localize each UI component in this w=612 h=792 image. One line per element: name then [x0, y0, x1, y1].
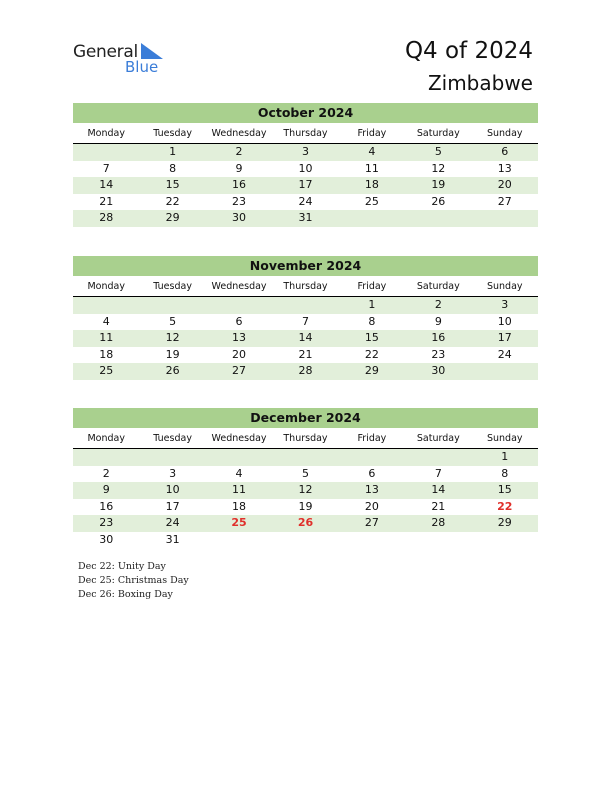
week-row — [73, 363, 538, 380]
date-cell: 27 — [364, 516, 379, 529]
holiday-note: Dec 26: Boxing Day — [78, 589, 173, 600]
date-cell: 26 — [431, 194, 446, 208]
date-cell: 11 — [232, 483, 247, 496]
weekday-label: Sunday — [486, 281, 523, 292]
holiday-date-cell: 22 — [497, 499, 513, 513]
date-cell: 24 — [165, 516, 180, 529]
date-cell: 22 — [364, 347, 379, 361]
weekday-label: Thursday — [283, 128, 328, 139]
weekday-label: Monday — [87, 433, 125, 444]
date-cell: 12 — [431, 161, 446, 175]
date-cell: 11 — [99, 331, 114, 344]
date-cell: 18 — [232, 499, 247, 513]
week-row — [73, 466, 538, 483]
date-cell: 9 — [434, 314, 442, 328]
date-cell: 5 — [301, 466, 309, 480]
holiday-notes — [78, 560, 189, 602]
date-cell: 2 — [235, 145, 243, 158]
date-cell: 30 — [99, 532, 114, 546]
date-cell: 12 — [298, 483, 313, 496]
date-cell: 25 — [99, 364, 114, 377]
week-row — [73, 347, 538, 364]
month-calendar-october — [73, 103, 538, 227]
country-name: Zimbabwe — [427, 71, 533, 95]
holiday-date-cell: 25 — [231, 516, 247, 529]
date-cell: 29 — [165, 211, 180, 224]
week-row — [73, 515, 538, 532]
month-calendar-november — [73, 256, 538, 380]
date-cell: 17 — [298, 178, 313, 191]
date-cell: 9 — [102, 483, 110, 496]
date-cell: 3 — [301, 145, 309, 158]
weekday-label: Friday — [357, 281, 387, 292]
date-cell: 19 — [431, 178, 446, 191]
date-cell: 21 — [298, 347, 313, 361]
empty-date-cell — [272, 449, 338, 466]
weekday-label: Monday — [87, 281, 125, 292]
weekday-label: Tuesday — [153, 433, 192, 444]
date-cell: 19 — [165, 347, 180, 361]
date-cell: 7 — [434, 466, 442, 480]
date-cell: 19 — [298, 499, 313, 513]
weekday-label: Tuesday — [153, 128, 192, 139]
date-cell: 16 — [431, 331, 446, 344]
month-calendar-december — [73, 408, 538, 548]
date-cell: 5 — [169, 314, 177, 328]
date-cell: 7 — [301, 314, 309, 328]
empty-date-cell — [339, 532, 405, 549]
date-cell: 4 — [102, 314, 110, 328]
week-row — [73, 210, 538, 227]
date-cell: 30 — [431, 364, 446, 377]
logo-blue-text: Blue — [125, 58, 159, 76]
date-cell: 6 — [235, 314, 243, 328]
date-cell: 14 — [99, 178, 114, 191]
date-cell: 2 — [434, 298, 442, 311]
date-cell: 10 — [497, 314, 512, 328]
holiday-note: Dec 25: Christmas Day — [78, 575, 189, 586]
date-cell: 13 — [364, 483, 379, 496]
date-cell: 9 — [235, 161, 243, 175]
weekday-header — [73, 276, 538, 297]
date-cell: 23 — [232, 194, 247, 208]
holiday-date-cell: 26 — [297, 516, 314, 529]
date-cell: 12 — [165, 331, 180, 344]
date-cell: 29 — [497, 516, 512, 529]
week-row — [73, 314, 538, 331]
date-cell: 11 — [364, 161, 379, 175]
date-cell: 15 — [165, 178, 180, 191]
date-cell: 27 — [497, 194, 512, 208]
weekday-label: Wednesday — [211, 128, 267, 139]
week-row — [73, 177, 538, 194]
week-row — [73, 330, 538, 347]
holiday-note: Dec 22: Unity Day — [78, 561, 166, 572]
weekday-label: Monday — [87, 128, 125, 139]
date-cell: 31 — [298, 211, 313, 224]
weekday-label: Friday — [357, 128, 387, 139]
date-cell: 18 — [364, 178, 379, 191]
date-cell: 31 — [165, 532, 180, 546]
date-cell: 1 — [169, 145, 177, 158]
date-cell: 28 — [99, 211, 114, 224]
logo-triangle-icon — [141, 43, 163, 59]
weekday-header — [73, 123, 538, 144]
week-row — [73, 499, 538, 516]
date-cell: 18 — [99, 347, 114, 361]
date-cell: 10 — [165, 483, 180, 496]
empty-date-cell — [405, 210, 471, 227]
date-cell: 7 — [102, 161, 110, 175]
empty-date-cell — [139, 297, 205, 314]
page-title: Q4 of 2024 — [404, 38, 533, 64]
weekday-header — [73, 428, 538, 449]
date-cell: 16 — [99, 499, 114, 513]
week-row — [73, 161, 538, 178]
empty-date-cell — [206, 449, 272, 466]
date-cell: 1 — [501, 450, 509, 463]
weekday-label: Saturday — [416, 128, 460, 139]
date-cell: 23 — [431, 347, 446, 361]
date-cell: 23 — [99, 516, 114, 529]
weekday-label: Wednesday — [211, 281, 267, 292]
week-row — [73, 532, 538, 549]
date-cell: 2 — [102, 466, 110, 480]
weekday-label: Tuesday — [153, 281, 192, 292]
date-cell: 27 — [232, 364, 247, 377]
weekday-label: Saturday — [416, 433, 460, 444]
month-title: October 2024 — [73, 103, 538, 123]
date-cell: 17 — [497, 331, 512, 344]
month-title: December 2024 — [73, 408, 538, 428]
date-cell: 3 — [501, 298, 509, 311]
date-cell: 16 — [232, 178, 247, 191]
weekday-label: Friday — [357, 433, 387, 444]
date-cell: 24 — [497, 347, 512, 361]
date-cell: 15 — [497, 483, 512, 496]
date-cell: 20 — [232, 347, 247, 361]
date-cell: 8 — [501, 466, 509, 480]
week-row — [73, 144, 538, 161]
weekday-label: Sunday — [486, 433, 523, 444]
date-cell: 20 — [497, 178, 512, 191]
date-cell: 24 — [298, 194, 313, 208]
empty-date-cell — [139, 449, 205, 466]
empty-date-cell — [73, 144, 139, 161]
date-cell: 29 — [364, 364, 379, 377]
date-cell: 3 — [169, 466, 177, 480]
date-cell: 25 — [364, 194, 379, 208]
date-cell: 20 — [364, 499, 379, 513]
date-cell: 22 — [165, 194, 180, 208]
empty-date-cell — [339, 449, 405, 466]
date-cell: 13 — [497, 161, 512, 175]
weekday-label: Wednesday — [211, 433, 267, 444]
weekday-label: Thursday — [283, 433, 328, 444]
empty-date-cell — [472, 210, 538, 227]
empty-date-cell — [272, 532, 338, 549]
date-cell: 4 — [368, 145, 376, 158]
empty-date-cell — [405, 449, 471, 466]
date-cell: 17 — [165, 499, 180, 513]
empty-date-cell — [472, 532, 538, 549]
date-cell: 1 — [368, 298, 376, 311]
date-cell: 26 — [165, 364, 180, 377]
empty-date-cell — [206, 532, 272, 549]
date-cell: 13 — [232, 331, 247, 344]
date-cell: 14 — [431, 483, 446, 496]
empty-date-cell — [472, 363, 538, 380]
date-cell: 21 — [431, 499, 446, 513]
date-cell: 6 — [368, 466, 376, 480]
empty-date-cell — [339, 210, 405, 227]
week-row — [73, 449, 538, 466]
weekday-label: Sunday — [486, 128, 523, 139]
week-row — [73, 194, 538, 211]
empty-date-cell — [272, 297, 338, 314]
date-cell: 15 — [364, 331, 379, 344]
date-cell: 28 — [431, 516, 446, 529]
date-cell: 8 — [368, 314, 376, 328]
date-cell: 5 — [434, 145, 442, 158]
empty-date-cell — [73, 297, 139, 314]
empty-date-cell — [206, 297, 272, 314]
date-cell: 21 — [99, 194, 114, 208]
logo — [73, 40, 173, 80]
empty-date-cell — [405, 532, 471, 549]
date-cell: 14 — [298, 331, 313, 344]
week-row — [73, 482, 538, 499]
date-cell: 10 — [298, 161, 313, 175]
logo-general-text: General — [73, 42, 138, 62]
date-cell: 8 — [169, 161, 177, 175]
date-cell: 4 — [235, 466, 243, 480]
weekday-label: Saturday — [416, 281, 460, 292]
weekday-label: Thursday — [283, 281, 328, 292]
date-cell: 28 — [298, 364, 313, 377]
date-cell: 30 — [232, 211, 247, 224]
month-title: November 2024 — [73, 256, 538, 276]
date-cell: 6 — [501, 145, 509, 158]
empty-date-cell — [73, 449, 139, 466]
week-row — [73, 297, 538, 314]
